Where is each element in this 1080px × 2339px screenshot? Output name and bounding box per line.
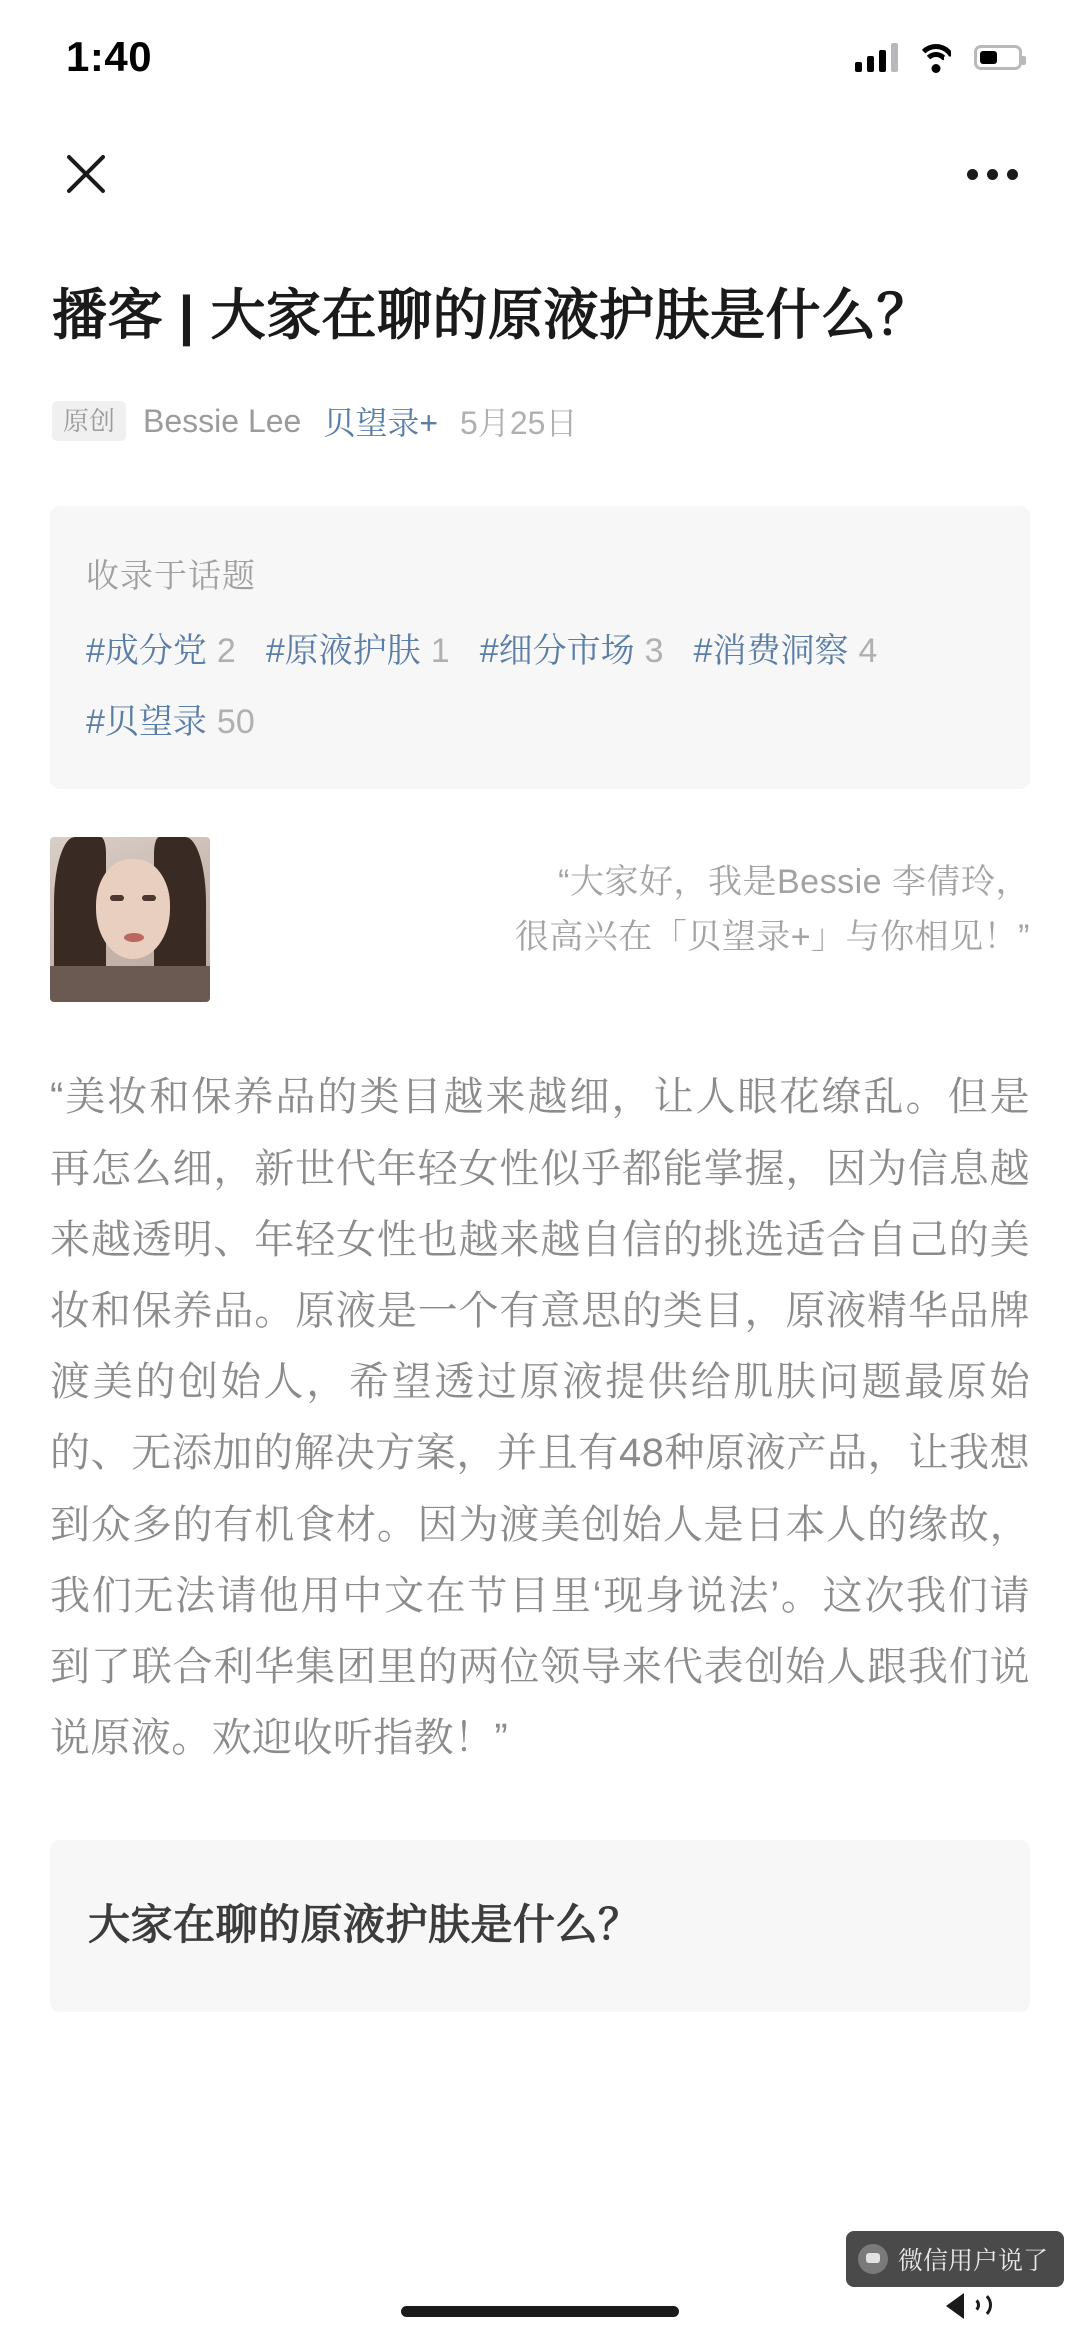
close-icon[interactable] [58, 146, 114, 202]
author-name: Bessie Lee [143, 402, 302, 439]
topics-label: 收录于话题 [86, 557, 256, 595]
audio-section-card[interactable] [50, 1840, 1030, 2012]
watermark-label: 微信用户说了 [897, 2247, 1048, 2275]
wechat-logo-icon [858, 2244, 888, 2274]
topic-count: 3 [644, 632, 664, 671]
topics-card [50, 506, 1030, 789]
article-container [0, 280, 1080, 2012]
topic-tag: #细分市场 [479, 632, 635, 671]
nav-bar [0, 120, 1080, 228]
article-meta [50, 398, 1030, 444]
topic-tag: #原液护肤 [265, 632, 421, 671]
intro-quote-line-2: 很高兴在「贝望录+」与你相见！” [514, 917, 1030, 956]
topic-tag: #贝望录 [86, 703, 207, 742]
topic-tag: #成分党 [86, 632, 207, 671]
page-title: 播客 | 大家在聊的原液护肤是什么？ [52, 284, 932, 346]
speaker-volume-icon[interactable] [942, 2279, 994, 2331]
account-link[interactable]: 贝望录+ [323, 405, 439, 442]
list-item[interactable] [86, 623, 236, 672]
topic-count: 1 [430, 632, 450, 671]
list-item[interactable] [694, 623, 878, 672]
topic-count: 4 [858, 632, 878, 671]
status-indicators [855, 42, 1022, 72]
list-item[interactable] [86, 694, 255, 743]
list-item[interactable] [480, 623, 664, 672]
cellular-signal-icon [855, 42, 898, 72]
wifi-icon [916, 42, 956, 72]
article-body: “美妆和保养品的类目越来越细，让人眼花缭乱。但是再怎么细，新世代年轻女性似乎都能掌握，因为信息越来越透明、年轻女性也越来越自信的挑选适合自己的美妆和保养品。原液是一个有意思的类目，原液精华品牌渡美的创始人，希望透过原液提供给肌肤问题最原始的、无添加的解决方案，并且有48种原液产品，让我想到众多的有机食材。因为渡美创始人是日本人的缘故，我们无法请他用中文在节目里‘现身说法’。这次我们请到了联合利华集团里的两位领导来代表创始人跟我们说说原液。欢迎收听指教！” [50, 1075, 1030, 1761]
topic-count: 50 [216, 703, 255, 742]
battery-icon [974, 45, 1022, 70]
home-indicator[interactable] [401, 2306, 679, 2317]
topic-count: 2 [216, 632, 236, 671]
intro-quote [210, 837, 1030, 1002]
publish-date: 5月25日 [460, 405, 578, 442]
status-time: 1:40 [66, 33, 153, 80]
avatar [50, 837, 210, 1002]
intro-quote-line-1: “大家好，我是Bessie 李倩玲， [558, 863, 1030, 902]
more-options-icon[interactable] [967, 159, 1018, 190]
list-item[interactable] [266, 623, 450, 672]
intro-block [50, 837, 1030, 1002]
topic-tag: #消费洞察 [693, 632, 849, 671]
status-bar [0, 0, 1080, 120]
audio-section-title: 大家在聊的原液护肤是什么？ [88, 1901, 641, 1949]
topics-list [86, 623, 994, 743]
status-badge: 原创 [52, 401, 126, 441]
